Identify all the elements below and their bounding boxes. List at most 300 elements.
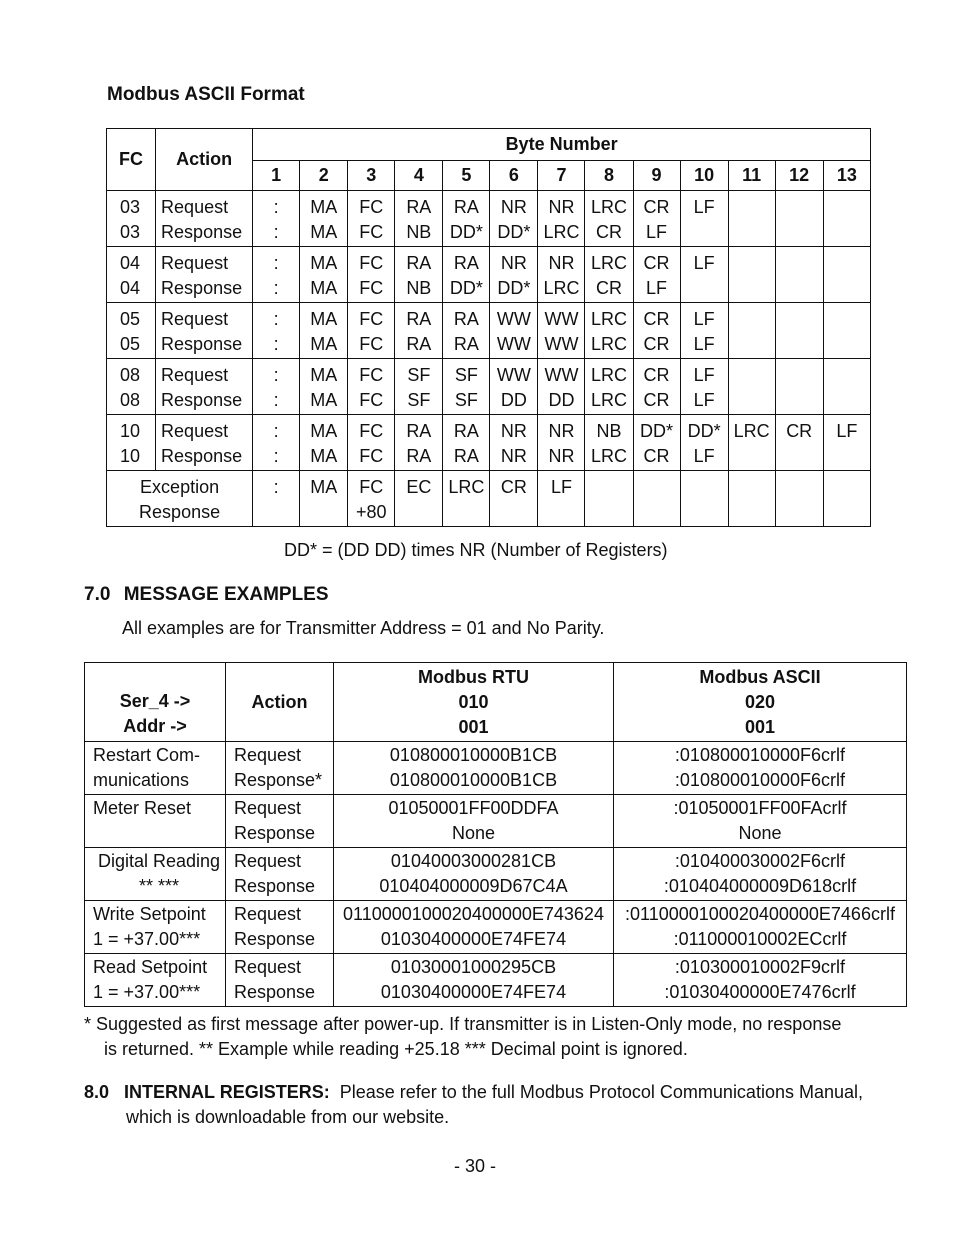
cell-line: :010800010000F6crlf bbox=[674, 770, 846, 790]
cell-line: :010300010002F9crlf bbox=[674, 957, 846, 977]
cell-line bbox=[729, 251, 775, 276]
cell-line: 010404000009D67C4A bbox=[379, 876, 568, 896]
section-7-intro: All examples are for Transmitter Address = 01 and No Parity. bbox=[122, 618, 605, 638]
byte-cell bbox=[585, 359, 633, 415]
section-7-heading bbox=[84, 584, 329, 606]
cell-line: FC bbox=[359, 390, 384, 410]
cell-line bbox=[776, 444, 823, 469]
cell-line: RA bbox=[453, 309, 479, 329]
table-row bbox=[85, 742, 907, 795]
byte-cell bbox=[680, 471, 728, 527]
cell-line bbox=[776, 332, 823, 357]
cell-line: DD* bbox=[497, 278, 531, 298]
cell-line: :010400030002F6crlf bbox=[674, 851, 846, 871]
cell-line bbox=[585, 500, 632, 525]
dd-note: DD* = (DD DD) times NR (Number of Registers) bbox=[284, 540, 668, 560]
cell-line bbox=[729, 475, 775, 500]
byte-cell bbox=[585, 191, 633, 247]
byte-cell bbox=[728, 247, 775, 303]
byte-cell bbox=[538, 471, 585, 527]
byte-cell bbox=[348, 303, 395, 359]
cell-line: : bbox=[273, 365, 279, 385]
cell-line: CR bbox=[596, 222, 622, 242]
cell-line bbox=[824, 307, 870, 332]
action-header: Action bbox=[156, 129, 253, 191]
byte-cell bbox=[823, 471, 870, 527]
byte-cell bbox=[775, 471, 823, 527]
cell-line: WW bbox=[544, 365, 579, 385]
byte-cell bbox=[300, 247, 348, 303]
cell-line: SF bbox=[454, 390, 478, 410]
cell-line: LF bbox=[836, 421, 858, 441]
cell-line: LF bbox=[693, 446, 715, 466]
cell-line: LRC bbox=[591, 197, 628, 217]
byte-cell bbox=[823, 247, 870, 303]
cell-line bbox=[776, 307, 823, 332]
cell-line: 1 = +37.00*** bbox=[93, 982, 201, 1002]
cell-line: :010404000009D618crlf bbox=[663, 876, 857, 896]
cell-line: LRC bbox=[543, 222, 580, 242]
cell-line: LRC bbox=[591, 253, 628, 273]
byte-cell bbox=[823, 191, 870, 247]
byte-header: 5 bbox=[443, 161, 490, 191]
byte-header: 4 bbox=[395, 161, 443, 191]
cell-line: Request bbox=[161, 197, 229, 217]
byte-cell bbox=[395, 415, 443, 471]
byte-cell bbox=[538, 415, 585, 471]
byte-cell bbox=[348, 247, 395, 303]
cell-line: Response bbox=[161, 278, 243, 298]
rtu-ser: 010 bbox=[458, 691, 489, 712]
byte-cell bbox=[300, 471, 348, 527]
byte-cell bbox=[443, 415, 490, 471]
byte-cell bbox=[728, 471, 775, 527]
cell-line: FC bbox=[359, 334, 384, 354]
cell-line: CR bbox=[786, 421, 813, 441]
cell-line: RA bbox=[406, 421, 432, 441]
byte-cell bbox=[775, 191, 823, 247]
byte-cell bbox=[300, 191, 348, 247]
byte-cell bbox=[443, 471, 490, 527]
cell-line: NR bbox=[548, 421, 575, 441]
cell-line: NR bbox=[548, 446, 575, 466]
fc-cell bbox=[107, 303, 156, 359]
cell-line bbox=[729, 307, 775, 332]
byte-cell bbox=[490, 247, 538, 303]
cell-line: LF bbox=[693, 253, 715, 273]
cell-line bbox=[729, 444, 775, 469]
cell-line: Meter Reset bbox=[93, 798, 192, 818]
cell-line: Response bbox=[161, 446, 243, 466]
byte-cell bbox=[728, 415, 775, 471]
byte-cell bbox=[395, 247, 443, 303]
cell-line: Digital Reading bbox=[97, 851, 221, 871]
byte-cell bbox=[348, 359, 395, 415]
byte-cell bbox=[585, 415, 633, 471]
cell-line bbox=[300, 500, 347, 525]
cell-line: Response* bbox=[234, 770, 323, 790]
cell-line: 01040003000281CB bbox=[390, 851, 557, 871]
cell-line bbox=[824, 220, 870, 245]
cell-line: DD* bbox=[687, 421, 721, 441]
byte-number-header: Byte Number bbox=[253, 129, 871, 161]
byte-cell bbox=[585, 471, 633, 527]
cell-line: ** *** bbox=[138, 876, 180, 896]
table-row bbox=[85, 795, 907, 848]
cell-line: Response bbox=[161, 390, 243, 410]
cell-line: 010800010000B1CB bbox=[389, 745, 558, 765]
rtu-title: Modbus RTU bbox=[418, 666, 529, 687]
cell-line: MA bbox=[310, 446, 338, 466]
section-7-number: 7.0 bbox=[84, 584, 111, 605]
byte-cell bbox=[775, 359, 823, 415]
ascii-format-title: Modbus ASCII Format bbox=[107, 84, 305, 105]
ascii-ser: 020 bbox=[744, 691, 776, 712]
cell-line: Response bbox=[234, 876, 316, 896]
cell-line: RA bbox=[406, 446, 432, 466]
byte-cell bbox=[728, 303, 775, 359]
action-cell bbox=[226, 901, 334, 954]
cell-line: LF bbox=[693, 365, 715, 385]
cell-line bbox=[729, 363, 775, 388]
cell-line: 05 bbox=[120, 334, 141, 354]
byte-cell bbox=[775, 415, 823, 471]
cell-line: MA bbox=[310, 334, 338, 354]
table-row bbox=[107, 303, 871, 359]
byte-cell bbox=[680, 247, 728, 303]
cell-line: : bbox=[273, 421, 279, 441]
cell-line: 03 bbox=[120, 197, 141, 217]
cell-line: FC bbox=[359, 477, 384, 497]
action-cell bbox=[156, 247, 253, 303]
cell-line: NR bbox=[548, 253, 575, 273]
cell-line bbox=[93, 821, 225, 846]
byte-cell bbox=[443, 191, 490, 247]
byte-header: 3 bbox=[348, 161, 395, 191]
cell-line bbox=[490, 500, 537, 525]
cell-line: RA bbox=[453, 197, 479, 217]
cell-line: CR bbox=[643, 446, 670, 466]
addr-label: Addr -> bbox=[123, 716, 187, 736]
cell-line: 04 bbox=[120, 253, 141, 273]
cell-line: 08 bbox=[120, 365, 141, 385]
fc-cell bbox=[107, 247, 156, 303]
exception-row bbox=[107, 471, 871, 527]
cell-line: LRC bbox=[543, 278, 580, 298]
cell-line: FC bbox=[359, 278, 384, 298]
ser-addr-header bbox=[85, 663, 226, 742]
cell-line: 01030400000E74FE74 bbox=[380, 982, 567, 1002]
action-cell bbox=[156, 359, 253, 415]
cell-line: 04 bbox=[120, 278, 141, 298]
cell-line: CR bbox=[643, 309, 670, 329]
cell-line: 01030400000E74FE74 bbox=[380, 929, 567, 949]
cell-line: FC bbox=[359, 309, 384, 329]
cell-line: Request bbox=[161, 309, 229, 329]
cell-line: RA bbox=[453, 253, 479, 273]
cell-line: Response bbox=[161, 334, 243, 354]
byte-cell bbox=[348, 191, 395, 247]
cell-line: WW bbox=[544, 309, 579, 329]
table-row bbox=[85, 848, 907, 901]
cell-line: :0110000100020400000E7466crlf bbox=[625, 904, 895, 924]
byte-cell bbox=[490, 303, 538, 359]
cell-line: NB bbox=[406, 222, 432, 242]
byte-cell bbox=[633, 471, 680, 527]
cell-line: WW bbox=[496, 309, 531, 329]
action-cell bbox=[156, 303, 253, 359]
cell-line bbox=[776, 220, 823, 245]
cell-line: CR bbox=[596, 278, 622, 298]
cell-line: RA bbox=[406, 309, 432, 329]
cell-line: NR bbox=[500, 197, 527, 217]
action-cell bbox=[226, 954, 334, 1007]
table-row bbox=[107, 359, 871, 415]
byte-cell bbox=[490, 471, 538, 527]
fc-cell bbox=[107, 359, 156, 415]
byte-cell bbox=[443, 359, 490, 415]
cell-line: NB bbox=[406, 278, 432, 298]
cell-line bbox=[729, 500, 775, 525]
action-cell bbox=[226, 742, 334, 795]
cell-line bbox=[585, 475, 632, 500]
byte-header: 10 bbox=[680, 161, 728, 191]
cell-line: WW bbox=[496, 334, 531, 354]
cell-line bbox=[538, 500, 584, 525]
byte-cell bbox=[348, 415, 395, 471]
section-8 bbox=[84, 1080, 863, 1130]
byte-cell bbox=[253, 415, 300, 471]
rtu-cell bbox=[334, 795, 614, 848]
cell-line: :011000010002ECcrlf bbox=[673, 929, 847, 949]
byte-cell bbox=[728, 191, 775, 247]
section-7-title: MESSAGE EXAMPLES bbox=[123, 584, 329, 605]
byte-cell bbox=[443, 303, 490, 359]
byte-cell bbox=[253, 191, 300, 247]
cell-line: CR bbox=[643, 365, 670, 385]
cell-line: NR bbox=[500, 446, 527, 466]
cell-line: NB bbox=[596, 421, 622, 441]
cell-line: FC bbox=[359, 253, 384, 273]
cell-line bbox=[824, 276, 870, 301]
action-cell bbox=[156, 415, 253, 471]
cell-line: WW bbox=[544, 334, 579, 354]
byte-cell bbox=[300, 303, 348, 359]
byte-cell bbox=[300, 359, 348, 415]
example-name-cell bbox=[85, 795, 226, 848]
cell-line: Write Setpoint bbox=[93, 904, 206, 924]
byte-header: 12 bbox=[775, 161, 823, 191]
cell-line: FC bbox=[359, 197, 384, 217]
cell-line: 10 bbox=[120, 446, 141, 466]
cell-line bbox=[824, 195, 870, 220]
cell-line: RA bbox=[453, 446, 479, 466]
cell-line: NR bbox=[548, 197, 575, 217]
cell-line: : bbox=[273, 222, 279, 242]
cell-line: Exception bbox=[140, 477, 220, 497]
cell-line: Request bbox=[234, 904, 302, 924]
cell-line bbox=[824, 475, 870, 500]
action-header: Action bbox=[226, 663, 334, 742]
cell-line: EC bbox=[406, 477, 432, 497]
action-cell bbox=[226, 848, 334, 901]
cell-line: FC bbox=[359, 365, 384, 385]
byte-header: 8 bbox=[585, 161, 633, 191]
byte-cell bbox=[680, 359, 728, 415]
byte-header: 2 bbox=[300, 161, 348, 191]
cell-line bbox=[729, 276, 775, 301]
cell-line bbox=[395, 500, 442, 525]
cell-line bbox=[824, 251, 870, 276]
cell-line: LF bbox=[550, 477, 572, 497]
cell-line: LF bbox=[646, 222, 668, 242]
cell-line: 05 bbox=[120, 309, 141, 329]
rtu-cell bbox=[334, 742, 614, 795]
footnote-line-1: * Suggested as first message after power-up. If transmitter is in Listen-Only mode, no response bbox=[84, 1014, 842, 1034]
cell-line: Response bbox=[161, 222, 243, 242]
byte-cell bbox=[490, 415, 538, 471]
cell-line: : bbox=[273, 197, 279, 217]
modbus-rtu-header bbox=[334, 663, 614, 742]
cell-line: Request bbox=[234, 851, 302, 871]
ser-label: Ser_4 -> bbox=[119, 691, 191, 711]
byte-cell bbox=[395, 471, 443, 527]
footnote-line-2: is returned. ** Example while reading +25.18 *** Decimal point is ignored. bbox=[104, 1039, 688, 1059]
cell-line: 10 bbox=[120, 421, 141, 441]
cell-line: : bbox=[273, 390, 279, 410]
section-8-text-1: Please refer to the full Modbus Protocol Communications Manual, bbox=[339, 1082, 864, 1102]
example-name-cell bbox=[85, 954, 226, 1007]
cell-line bbox=[824, 363, 870, 388]
byte-cell bbox=[253, 471, 300, 527]
cell-line: : bbox=[273, 253, 279, 273]
byte-cell bbox=[585, 247, 633, 303]
cell-line: +80 bbox=[356, 502, 387, 522]
byte-cell bbox=[823, 303, 870, 359]
cell-line: SF bbox=[407, 365, 431, 385]
cell-line: : bbox=[273, 309, 279, 329]
footnotes bbox=[84, 1012, 841, 1062]
byte-cell bbox=[443, 247, 490, 303]
cell-line bbox=[729, 220, 775, 245]
cell-line: Response bbox=[234, 982, 316, 1002]
cell-line bbox=[681, 500, 728, 525]
byte-header: 11 bbox=[728, 161, 775, 191]
cell-line bbox=[776, 363, 823, 388]
section-8-number: 8.0 bbox=[84, 1082, 110, 1102]
cell-line: SF bbox=[407, 390, 431, 410]
cell-line: MA bbox=[310, 253, 338, 273]
cell-line: MA bbox=[310, 197, 338, 217]
byte-cell bbox=[395, 303, 443, 359]
cell-line: Read Setpoint bbox=[93, 957, 208, 977]
cell-line: LRC bbox=[448, 477, 485, 497]
cell-line: RA bbox=[453, 421, 479, 441]
byte-cell bbox=[680, 415, 728, 471]
ascii-cell bbox=[614, 848, 907, 901]
cell-line: RA bbox=[453, 334, 479, 354]
action-cell bbox=[226, 795, 334, 848]
byte-cell bbox=[823, 359, 870, 415]
cell-line: LRC bbox=[733, 421, 770, 441]
cell-line bbox=[776, 388, 823, 413]
cell-line bbox=[776, 251, 823, 276]
table-row bbox=[85, 901, 907, 954]
byte-cell bbox=[300, 415, 348, 471]
cell-line: 01030001000295CB bbox=[390, 957, 557, 977]
byte-header: 6 bbox=[490, 161, 538, 191]
byte-cell bbox=[253, 303, 300, 359]
cell-line: MA bbox=[310, 421, 338, 441]
cell-line bbox=[824, 388, 870, 413]
cell-line: : bbox=[273, 278, 279, 298]
ascii-cell bbox=[614, 901, 907, 954]
byte-cell bbox=[680, 191, 728, 247]
example-name-cell bbox=[85, 742, 226, 795]
cell-line: CR bbox=[643, 197, 670, 217]
cell-line: Request bbox=[234, 957, 302, 977]
table-row bbox=[85, 954, 907, 1007]
cell-line: CR bbox=[643, 334, 670, 354]
byte-header: 9 bbox=[633, 161, 680, 191]
byte-cell bbox=[633, 303, 680, 359]
example-name-cell bbox=[85, 901, 226, 954]
section-8-text-2: which is downloadable from our website. bbox=[126, 1107, 450, 1127]
cell-line: WW bbox=[496, 365, 531, 385]
cell-line: MA bbox=[310, 278, 338, 298]
cell-line: LRC bbox=[591, 390, 628, 410]
cell-line bbox=[776, 195, 823, 220]
cell-line bbox=[729, 332, 775, 357]
rtu-addr: 001 bbox=[458, 716, 489, 737]
cell-line: Request bbox=[161, 253, 229, 273]
cell-line bbox=[634, 475, 680, 500]
byte-cell bbox=[538, 191, 585, 247]
cell-line: Response bbox=[234, 929, 316, 949]
cell-line: None bbox=[738, 823, 782, 843]
cell-line: DD* bbox=[640, 421, 674, 441]
cell-line: Request bbox=[234, 798, 302, 818]
cell-line: Restart Com- bbox=[93, 745, 201, 765]
cell-line bbox=[824, 500, 870, 525]
cell-line: LF bbox=[693, 309, 715, 329]
byte-cell bbox=[633, 191, 680, 247]
byte-cell bbox=[253, 359, 300, 415]
cell-line: LRC bbox=[591, 446, 628, 466]
cell-line bbox=[776, 500, 823, 525]
ascii-cell bbox=[614, 742, 907, 795]
cell-line bbox=[443, 500, 489, 525]
cell-line: CR bbox=[643, 390, 670, 410]
cell-line: FC bbox=[359, 446, 384, 466]
cell-line bbox=[776, 276, 823, 301]
cell-line: LRC bbox=[591, 334, 628, 354]
cell-line: FC bbox=[359, 421, 384, 441]
ascii-format-table bbox=[106, 128, 871, 527]
message-examples-table bbox=[84, 662, 907, 1007]
cell-line: MA bbox=[310, 477, 338, 497]
cell-line bbox=[824, 332, 870, 357]
cell-line: CR bbox=[500, 477, 527, 497]
cell-line bbox=[253, 500, 299, 525]
byte-cell bbox=[823, 415, 870, 471]
cell-line: 01050001FF00DDFA bbox=[388, 798, 559, 818]
cell-line: 03 bbox=[120, 222, 141, 242]
byte-cell bbox=[633, 247, 680, 303]
cell-line: RA bbox=[406, 334, 432, 354]
cell-line bbox=[681, 220, 728, 245]
table-row bbox=[107, 415, 871, 471]
